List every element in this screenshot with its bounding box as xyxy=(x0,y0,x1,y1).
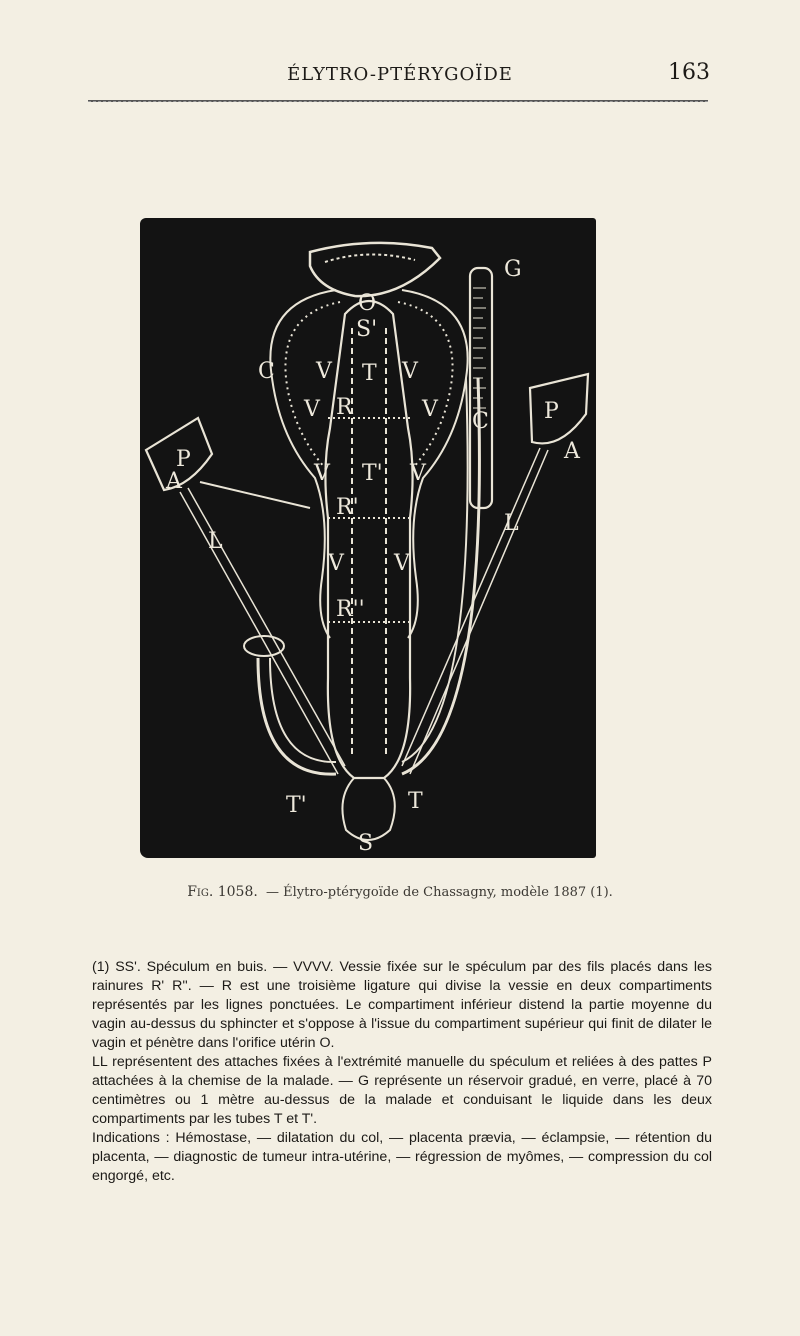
speculum-illustration xyxy=(140,218,596,858)
label-A-left: A xyxy=(166,469,182,494)
label-T: T xyxy=(408,789,423,814)
label-V-8: V xyxy=(394,551,410,576)
label-V-7: V xyxy=(328,551,344,576)
running-title: ÉLYTRO-PTÉRYGOÏDE xyxy=(287,64,513,85)
label-L-right: L xyxy=(504,511,519,536)
header-rule xyxy=(88,100,708,102)
label-T-top: T xyxy=(362,361,377,386)
label-R-double-prime: R'' xyxy=(336,597,365,622)
label-A-right: A xyxy=(564,439,580,464)
label-S-prime: S' xyxy=(356,317,378,342)
label-V-3: V xyxy=(304,397,320,422)
label-V-2: V xyxy=(402,359,418,384)
footnote xyxy=(92,958,712,1186)
footnote-paragraph-2: LL représentent des attaches fixées à l'extrémité manuelle du spéculum et reliées à des pattes P attachées à la chemise de la malade. — G représente un réservoir gradué, en verre, placé à 70 centimètres ou 1 mètre au-dessus de la malade et conduisant le liquide dans les deux compartiments par les tubes T et T'. xyxy=(92,1054,712,1127)
figure-plate xyxy=(140,218,596,858)
label-P-right: P xyxy=(544,399,559,424)
label-S: S xyxy=(358,831,374,856)
label-T-prime: T' xyxy=(286,793,307,818)
label-V-4: V xyxy=(422,397,438,422)
page-number: 163 xyxy=(668,60,710,85)
figure-number: Fig. 1058. xyxy=(187,884,258,900)
label-V-1: V xyxy=(316,359,332,384)
label-T-prime-top: T' xyxy=(362,461,383,486)
label-V-5: V xyxy=(314,461,330,486)
label-R-prime: R' xyxy=(336,495,359,520)
label-O: O xyxy=(358,291,377,316)
label-V-6: V xyxy=(410,461,426,486)
label-G: G xyxy=(504,257,522,282)
label-R: R xyxy=(336,395,353,420)
running-head xyxy=(90,60,710,90)
label-C-right: C xyxy=(472,409,489,434)
footnote-paragraph-3: Indications : Hémostase, — dilatation du col, — placenta prævia, — éclampsie, — rétention du placenta, — diagnostic de tumeur intra-utérine, — régression de myômes, — compression du col engorgé, etc. xyxy=(92,1130,712,1184)
label-L-left: L xyxy=(208,529,223,554)
label-C-left: C xyxy=(258,359,275,384)
figure-caption-text: — Élytro-ptérygoïde de Chassagny, modèle 1887 (1). xyxy=(265,885,613,900)
label-P-left: P xyxy=(176,447,191,472)
figure-caption xyxy=(140,884,660,900)
footnote-paragraph-1: (1) SS'. Spéculum en buis. — VVVV. Vessie fixée sur le spéculum par des fils placés dans les rainures R' R''. — R est une troisième ligature qui divise la vessie en deux compartiments représentés par les lignes ponctuées. Le compartiment inférieur distend la partie moyenne du vagin au-dessus du sphincter et s'oppose à l'issue du compartiment supérieur qui finit de dilater le vagin et pénètre dans l'orifice utérin O. xyxy=(92,959,712,1051)
